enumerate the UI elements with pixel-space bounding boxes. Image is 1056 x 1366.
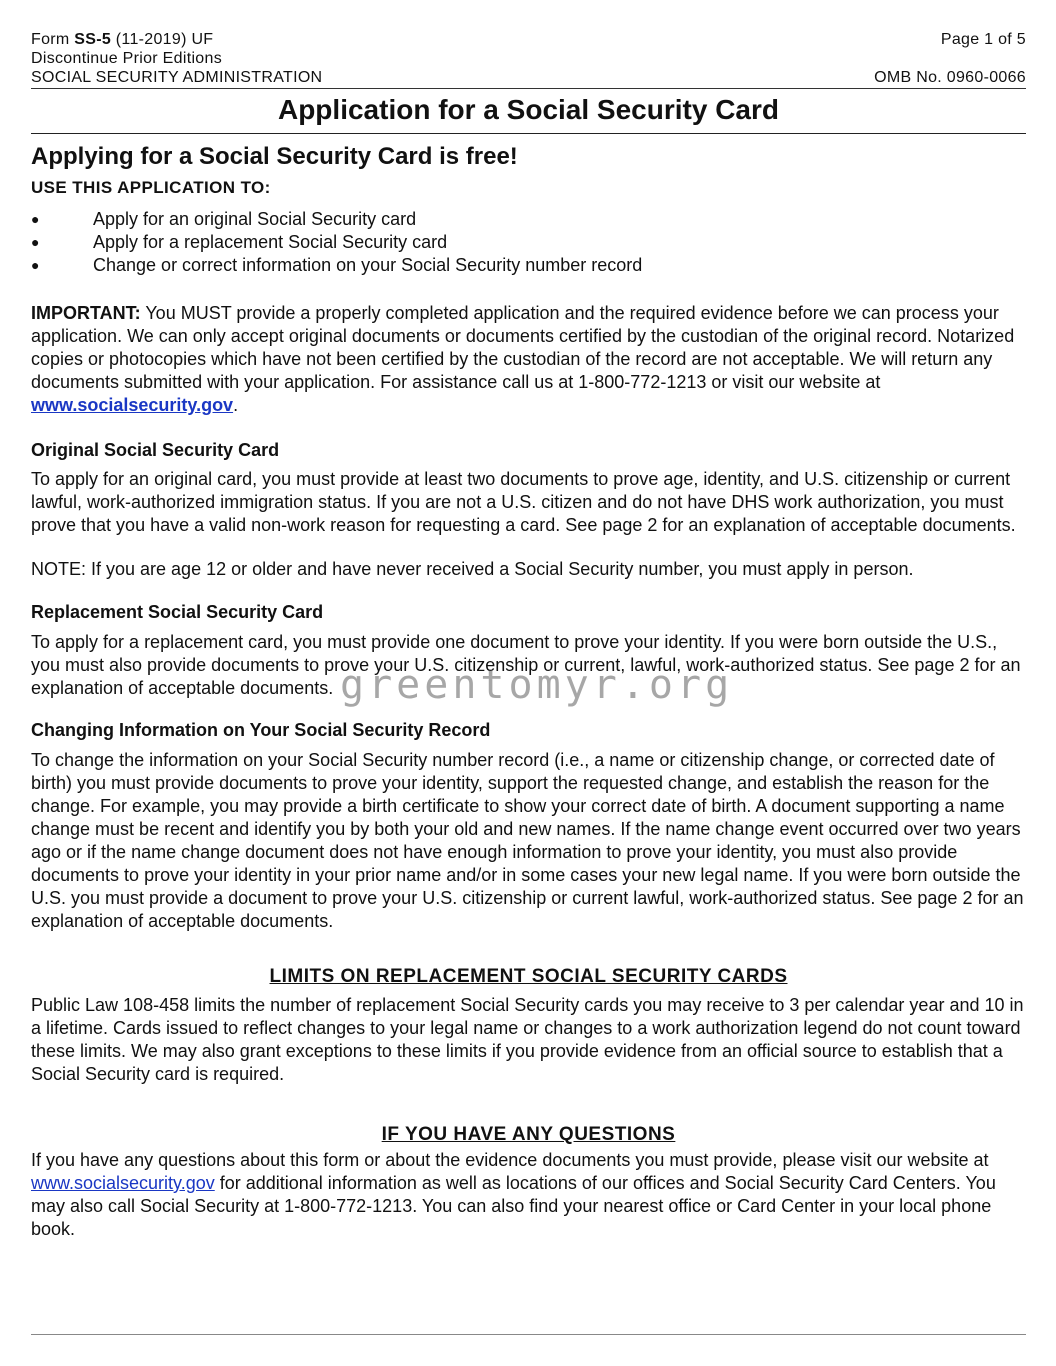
important-paragraph: IMPORTANT: You MUST provide a properly completed application and the required evidence before we can process your application. We can only accept original documents or documents certified by the custodian of the original record. Notarized copies or photocopies which have not been certified by the custodian of the record are not acceptable. We will return any documents submitted with your application. For assistance call us at 1-800-772-1213 or visit our website at www.socialsecurity.gov.: [31, 303, 1015, 415]
watermark: greentomyr.org: [340, 662, 734, 708]
replacement-heading: Replacement Social Security Card: [31, 602, 324, 622]
original-heading: Original Social Security Card: [31, 440, 280, 460]
footer-divider: [31, 1334, 1026, 1335]
limits-text: Public Law 108-458 limits the number of replacement Social Security cards you may receive to 3 per calendar year and 10 in a lifetime. Cards issued to reflect changes to your legal name or changes to a work authorization legend do not count toward these limits. We may also grant exceptions to these limits if you provide evidence from an official source to establish that a Social Security card is required.: [31, 995, 1024, 1084]
page-title: Application for a Social Security Card: [31, 93, 1026, 134]
free-heading: Applying for a Social Security Card is free!: [31, 143, 518, 170]
website-link[interactable]: www.socialsecurity.gov: [31, 395, 234, 415]
limits-heading: LIMITS ON REPLACEMENT SOCIAL SECURITY CARDS: [269, 966, 788, 987]
changing-heading: Changing Information on Your Social Security Record: [31, 720, 491, 740]
original-note: NOTE: If you are age 12 or older and have never received a Social Security number, you must apply in person.: [31, 559, 914, 579]
purpose-list: [31, 208, 1026, 277]
form-page: [31, 30, 1026, 1241]
list-item: ● Change or correct information on your Social Security number record: [31, 255, 643, 275]
use-heading: USE THIS APPLICATION TO:: [31, 178, 271, 197]
questions-text: If you have any questions about this form or about the evidence documents you must provide, please visit our website at www.socialsecurity.gov for additional information as well as locations of our offices and Social Security Card Centers. You may also call Social Security at 1-800-772-1213. You can also find your nearest office or Card Center in your local phone book.: [31, 1150, 996, 1239]
original-text: To apply for an original card, you must provide at least two documents to prove age, identity, and U.S. citizenship or current lawful, work-authorized immigration status. If you are not a U.S. citizen and do not have DHS work authorization, you must prove that you have a valid non-work reason for requesting a card. See page 2 for an explanation of acceptable documents.: [31, 469, 1016, 535]
list-item: ● Apply for a replacement Social Security card: [31, 232, 448, 252]
questions-heading: IF YOU HAVE ANY QUESTIONS: [381, 1124, 676, 1145]
bullet-icon: ●: [31, 257, 40, 273]
form-header-top: [31, 30, 1026, 49]
agency-name: SOCIAL SECURITY ADMINISTRATION: [31, 69, 323, 86]
discontinue-note: Discontinue Prior Editions: [31, 50, 222, 67]
agency-row: [31, 68, 1026, 89]
discontinue-row: [31, 49, 1026, 68]
form-number: Form SS-5 (11-2019) UF: [31, 31, 214, 48]
omb-number: OMB No. 0960-0066: [874, 69, 1026, 86]
bullet-icon: ●: [31, 211, 40, 227]
changing-text: To change the information on your Social Security number record (i.e., a name or citizenship change, or corrected date of birth) you must provide documents to prove your identity, support the requested change, and establish the reason for the change. For example, you may provide a birth certificate to show your correct date of birth. A document supporting a name change must be recent and identify you by both your old and new names. If the name change event occurred over two years ago or if the name change document does not have enough information to prove your identity, you must also provide documents to prove your identity in your prior name and/or in some cases your new legal name. If you were born outside the U.S. you must provide a document to prove your U.S. citizenship or current lawful, work-authorized status. See page 2 for an explanation of acceptable documents.: [31, 750, 1024, 931]
bullet-icon: ●: [31, 234, 40, 250]
website-link[interactable]: www.socialsecurity.gov: [31, 1173, 215, 1193]
list-item: ● Apply for an original Social Security card: [31, 209, 417, 229]
replacement-text: To apply for a replacement card, you must provide one document to prove your identity. If you were born outside the U.S., you must also provide documents to prove your U.S. citizenship or current, lawful, work-authorized status. See page 2 for an explanation of acceptable documents.: [31, 632, 1021, 698]
page-number: Page 1 of 5: [940, 31, 1026, 48]
